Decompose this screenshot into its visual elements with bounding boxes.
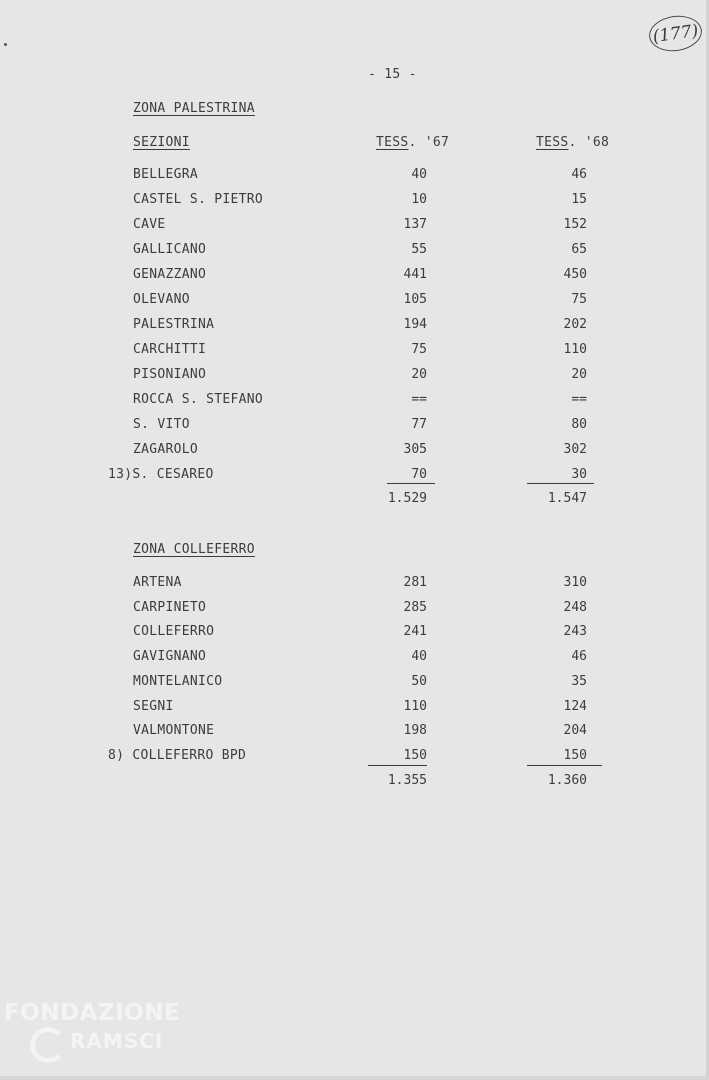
row-tess-68: 202 (563, 317, 587, 332)
row-tess-67: 441 (403, 267, 427, 282)
row-tess-67: 281 (403, 575, 427, 590)
row-tess-68: 110 (563, 342, 587, 357)
row-name: MONTELANICO (133, 673, 223, 689)
row-tess-67: 105 (403, 292, 427, 307)
row-tess-68: 150 (563, 747, 587, 763)
row-name: PISONIANO (133, 367, 207, 382)
row-name: S. VITO (133, 417, 190, 432)
column-header-tess-67: TESS. '67 (376, 135, 450, 150)
row-tess-68: 450 (563, 267, 587, 282)
row-tess-67: 75 (411, 342, 427, 357)
row-tess-68: 46 (571, 167, 587, 182)
column-header-sezioni: SEZIONI (133, 135, 190, 150)
row-name: CASTEL S. PIETRO (133, 192, 264, 207)
row-name: GENAZZANO (133, 267, 207, 282)
page-number: - 15 - (368, 67, 417, 82)
row-tess-67: 150 (403, 747, 427, 763)
row-name: CARCHITTI (133, 342, 207, 357)
row-tess-67: 55 (411, 242, 427, 257)
row-tess-67: 40 (411, 167, 427, 182)
row-tess-68: 124 (563, 698, 587, 714)
row-name: COLLEFERRO (133, 624, 215, 640)
row-tess-68: 302 (563, 442, 587, 457)
row-name: CAVE (133, 217, 166, 232)
subtotal-rule-colleferro-67 (368, 765, 427, 766)
row-name: PALESTRINA (133, 317, 215, 332)
row-tess-68: 75 (571, 292, 587, 307)
paper-edge-bottom (0, 1076, 709, 1080)
row-name: GAVIGNANO (133, 649, 207, 665)
row-name: 13)S. CESAREO (108, 467, 214, 482)
row-tess-68: 248 (563, 599, 587, 615)
row-tess-67: 70 (411, 467, 427, 482)
row-tess-68: 243 (563, 624, 587, 640)
total-palestrina-68: 1.547 (547, 491, 587, 506)
subtotal-rule-palestrina-67 (387, 483, 435, 484)
subtotal-rule-palestrina-68 (527, 483, 594, 484)
row-tess-67: 10 (411, 192, 427, 207)
row-tess-67: 110 (403, 698, 427, 714)
row-tess-67: 77 (411, 417, 427, 432)
row-tess-68: 204 (563, 723, 587, 739)
row-name: ARTENA (133, 575, 182, 590)
row-tess-67: 40 (411, 649, 427, 665)
total-palestrina-67: 1.529 (387, 491, 427, 506)
section-title-palestrina: ZONA PALESTRINA (133, 101, 255, 116)
row-tess-68: 46 (571, 649, 587, 665)
row-tess-67: 50 (411, 673, 427, 689)
row-tess-67: 285 (403, 599, 427, 615)
section-title-colleferro: ZONA COLLEFERRO (133, 542, 255, 557)
row-name: SEGNI (133, 698, 174, 714)
row-name: CARPINETO (133, 599, 207, 615)
total-colleferro-68: 1.360 (547, 773, 587, 788)
row-tess-67: 137 (403, 217, 427, 232)
subtotal-rule-colleferro-68 (527, 765, 602, 766)
row-tess-68: 35 (571, 673, 587, 689)
row-tess-67: == (411, 392, 427, 407)
row-tess-68: == (571, 392, 587, 407)
row-tess-68: 80 (571, 417, 587, 432)
row-tess-68: 20 (571, 367, 587, 382)
ink-speck (4, 43, 7, 46)
column-header-tess-68: TESS. '68 (536, 135, 610, 150)
row-name: 8) COLLEFERRO BPD (108, 747, 247, 763)
fondazione-gramsci-watermark: FONDAZIONE RAMSCI (4, 1000, 204, 1075)
row-tess-67: 241 (403, 624, 427, 640)
row-tess-68: 65 (571, 242, 587, 257)
folio-number-stamp: (177) (647, 12, 704, 54)
row-tess-68: 152 (563, 217, 587, 232)
row-tess-67: 198 (403, 723, 427, 739)
row-name: BELLEGRA (133, 167, 199, 182)
row-name: ZAGAROLO (133, 442, 199, 457)
row-name: ROCCA S. STEFANO (133, 392, 264, 407)
row-name: GALLICANO (133, 242, 207, 257)
total-colleferro-67: 1.355 (387, 773, 427, 788)
row-tess-68: 310 (563, 575, 587, 590)
row-tess-68: 30 (571, 467, 587, 482)
row-tess-68: 15 (571, 192, 587, 207)
row-name: VALMONTONE (133, 723, 215, 739)
row-tess-67: 20 (411, 367, 427, 382)
row-name: OLEVANO (133, 292, 190, 307)
row-tess-67: 305 (403, 442, 427, 457)
gramsci-g-logo-icon (30, 1027, 66, 1063)
row-tess-67: 194 (403, 317, 427, 332)
